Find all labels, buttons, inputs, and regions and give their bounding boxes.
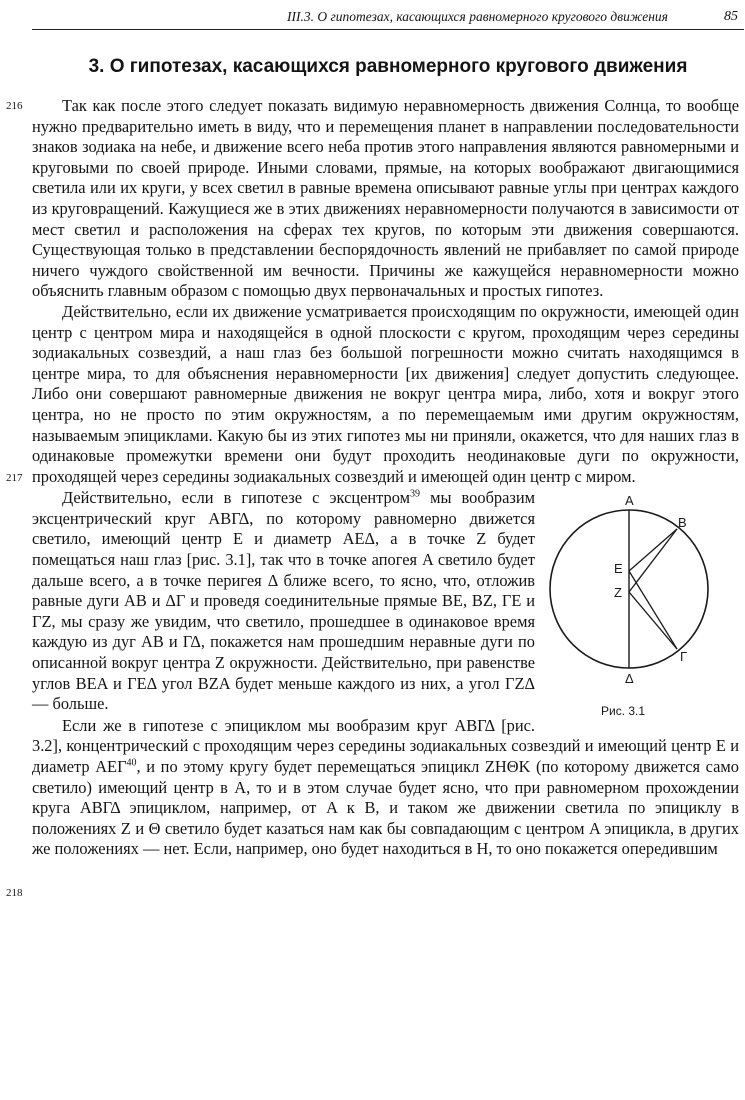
figure-caption: Рис. 3.1 bbox=[601, 704, 646, 719]
label-A: Α bbox=[625, 493, 634, 509]
line-BE bbox=[629, 529, 677, 571]
margin-number-218: 218 bbox=[6, 887, 23, 899]
margin-number-217: 217 bbox=[6, 472, 23, 484]
label-G: Γ bbox=[680, 649, 688, 665]
footnote-ref-39: 39 bbox=[410, 488, 420, 500]
eccentric-circle-diagram bbox=[547, 493, 739, 699]
body-text bbox=[32, 96, 739, 860]
label-E: Ε bbox=[614, 561, 623, 577]
header-rule bbox=[32, 29, 744, 30]
paragraph-1: Так как после этого следует показать видимую неравномерность движения Солнца, то вообще нужно предварительно иметь в виду, что и перемещения планет в направлении последовательности знаков зодиака на небе, и движение всего неба против этого направления являются равномерными и круговыми по своей природе. Иными словами, прямые, на которых воображают двигающимися светила или их круги, у всех светил в равные времена описывают равные углы при центрах каждого из круговращений. Кажущиеся же в этих движениях неравномерности получаются в зависимости от мест светил и расположения на сферах тех кругов, по которым эти движения совершаются. Существующая только в представлении беспорядочность явлений не прибавляет по самой природе ничего чуждого свойственной им вечности. Причины же кажущейся неравномерности можно объяснить главным образом с помощью двух первоначальных и простых гипотез. bbox=[32, 96, 739, 301]
paragraph-2: Действительно, если их движение усматривается происходящим по окружности, имеющей один центр с центром мира и находящейся в одной плоскости с кругом, проходящим через середины зодиакальных созвездий, а наш глаз без большой погрешности можно считать находящимся в центре мира, то для объяснения неравномерности [их движения] следует допустить следующее. Либо они совершают равномерные движения не вокруг центра мира, либо, хотя и вокруг этого центра, но не просто по этим окружностям, а по перемещаемым ими другим окружностям, называемым эпициклами. Какую бы из этих гипотез мы ни приняли, окажется, что для наших глаз в одинаковые промежутки времени они будут проходить неодинаковые дуги по окружности, проходящей через середины зодиакальных созвездий и имеющей один центр с миром. bbox=[32, 301, 739, 486]
page-number: 85 bbox=[724, 9, 738, 24]
label-D: Δ bbox=[625, 671, 634, 687]
label-B: Β bbox=[678, 515, 687, 531]
figure-3-1 bbox=[545, 493, 739, 719]
paragraph-4 bbox=[32, 716, 739, 860]
paragraph-4-start: Если же в гипотезе с эпициклом мы вообразим круг ΑΒΓΔ [рис. 3.2], концентрический с проходящим через середины зодиакальных созвездий и имеющий центр Ε и диаметр ΑΕΓ bbox=[32, 715, 739, 776]
label-Z: Ζ bbox=[614, 585, 622, 601]
line-GZ bbox=[629, 592, 677, 649]
section-title: 3. О гипотезах, касающихся равномерного кругового движения bbox=[88, 56, 688, 77]
paragraph-4-rest: , и по этому кругу будет перемещаться эпицикл ΖΗΘΚ (по которому движется само светило) имеющий центр в Α, то и в этом случае будет ясно, что при равномерном прохождении круга ΑΒΓΔ эпициклом, например, от Α к Β, и таком же движении светила по эпициклу в положениях Ζ и Θ светило будет казаться нам как бы совпадающим с центром Α эпицикла, в других же положениях — нет. Если, например, оно будет находиться в Η, то оно покажется опередившим bbox=[32, 757, 739, 859]
paragraph-3-start: Действительно, если в гипотезе с эксцентром bbox=[62, 488, 410, 508]
running-title: III.3. О гипотезах, касающихся равномерного кругового движения bbox=[287, 9, 668, 24]
footnote-ref-40: 40 bbox=[126, 757, 137, 769]
running-header bbox=[32, 0, 744, 30]
margin-number-216: 216 bbox=[6, 100, 23, 112]
paragraph-3-rest: мы вообразим эксцентрический круг ΑΒΓΔ, по которому равномерно движется светило, имеющий центр Ε и диаметр ΑΕΔ, а в точке Ζ будет помещаться наш глаз [рис. 3.1], так что в точке апогея Α светило будет дальше всего, а в точке перигея Δ ближе всего, то ясно, что, отложив равные дуги ΑΒ и ΔΓ и проведя соединительные прямые ΒΕ, ΒΖ, ΓΕ и ΓΖ, мы сразу же увидим, что светило, прошедшее в одинаковое время каждую из дуг ΑΒ и ΓΔ, покажется нам прошедшим неравные дуги по описанной вокруг центра Ζ окружности. Действительно, при равенстве углов ΒΕΑ и ΓΕΔ угол ΒΖΑ будет меньше каждого из них, а угол ΓΖΔ — больше. bbox=[32, 488, 535, 714]
line-GE bbox=[629, 571, 677, 649]
